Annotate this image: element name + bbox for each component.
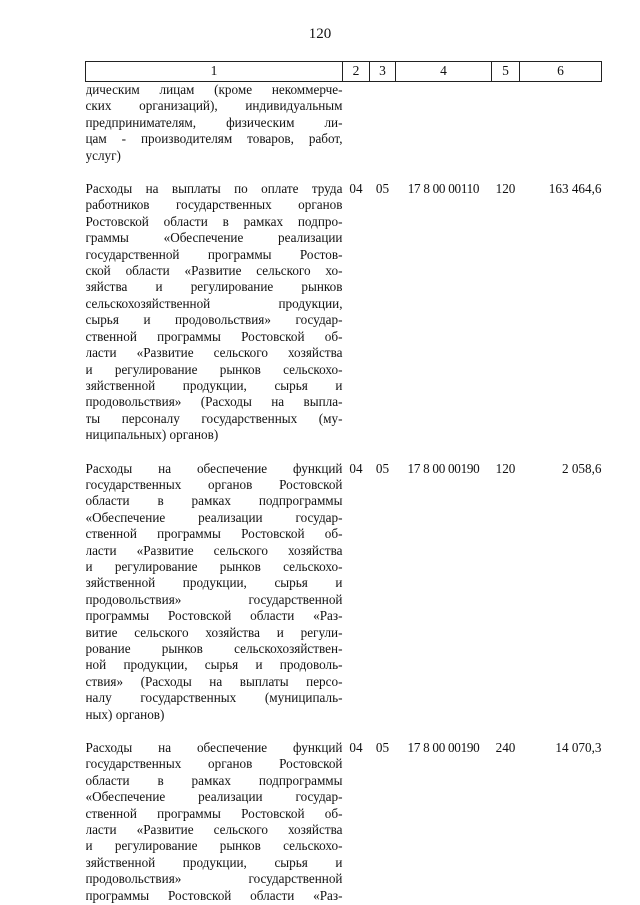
description-line: ласти «Развитие сельского хозяйства xyxy=(85,345,343,361)
description-line: программы Ростовской области «Раз- xyxy=(85,887,343,903)
description-line: предпринимателям, физическим ли- xyxy=(85,114,343,130)
description-line: ниципальных) органов) xyxy=(85,427,219,443)
amount-value: 2 058,6 xyxy=(561,460,602,476)
row-spacer-cell xyxy=(86,723,602,740)
subsection-code: 05 xyxy=(375,460,390,476)
description-line: области в рамках подпрограммы xyxy=(85,493,343,509)
table-row xyxy=(86,740,602,904)
column-header: 3 xyxy=(370,62,396,82)
description-line: ласти «Развитие сельского хозяйства xyxy=(85,542,343,558)
amount-value: 14 070,3 xyxy=(555,740,602,756)
column-header: 6 xyxy=(520,62,602,82)
description-line: ственной программы Ростовской об- xyxy=(85,328,343,344)
section-code: 04 xyxy=(349,181,363,197)
budget-table xyxy=(85,61,602,904)
target-article-code: 17 8 00 00110 xyxy=(407,181,480,197)
amount-value xyxy=(520,82,602,165)
page-number: 120 xyxy=(308,26,332,42)
description-line: витие сельского хозяйства и регули- xyxy=(85,624,343,640)
column-header: 5 xyxy=(492,62,520,82)
description-line: области в рамках подпрограммы xyxy=(85,772,343,788)
target-article-code: 17 8 00 00190 xyxy=(407,740,480,756)
description-line: ных) органов) xyxy=(85,706,165,722)
column-header: 2 xyxy=(343,62,370,82)
row-spacer-cell xyxy=(86,444,602,461)
description-line: дическим лицам (кроме некоммерче- xyxy=(85,82,343,97)
expense-description xyxy=(86,461,343,724)
description-line: зяйства и регулирование рынков xyxy=(85,279,343,295)
description-line: налу государственных (муниципаль- xyxy=(85,690,343,706)
description-line: ственной программы Ростовской об- xyxy=(85,805,343,821)
section-code: 04 xyxy=(349,740,363,756)
subsection-code xyxy=(370,82,396,165)
description-line: зяйственной продукции, сырья и xyxy=(85,575,343,591)
column-header: 4 xyxy=(396,62,492,82)
row-spacer xyxy=(86,164,602,181)
row-spacer xyxy=(86,723,602,740)
description-line: зяйственной продукции, сырья и xyxy=(85,377,343,393)
expense-description xyxy=(86,740,343,904)
description-line: Расходы на обеспечение функций xyxy=(85,460,343,476)
description-line: услуг) xyxy=(85,147,121,163)
description-line: «Обеспечение реализации государ- xyxy=(85,789,343,805)
description-line: ласти «Развитие сельского хозяйства xyxy=(85,822,343,838)
description-line: ственной программы Ростовской об- xyxy=(85,526,343,542)
description-line: государственных органов Ростовской xyxy=(85,756,343,772)
target-article-code: 17 8 00 00190 xyxy=(407,460,480,476)
description-line: продовольствия» (Расходы на выпла- xyxy=(85,394,343,410)
description-line: цам - производителям товаров, работ, xyxy=(85,131,343,147)
section-code xyxy=(343,82,370,165)
expense-description xyxy=(86,82,343,165)
description-line: и регулирование рынков сельскохо- xyxy=(85,558,343,574)
row-spacer xyxy=(86,444,602,461)
description-line: зяйственной продукции, сырья и xyxy=(85,854,343,870)
description-line: государственных органов Ростовской xyxy=(85,476,343,492)
description-line: государственной программы Ростов- xyxy=(85,246,343,262)
description-line: сырья и продовольствия» государ- xyxy=(85,312,343,328)
expense-type-code: 240 xyxy=(495,740,516,756)
description-line: Расходы на выплаты по оплате труда xyxy=(85,181,343,197)
section-code: 04 xyxy=(349,460,363,476)
description-line: работников государственных органов xyxy=(85,197,343,213)
expense-description xyxy=(86,181,343,444)
description-line: ствия» (Расходы на выплаты персо- xyxy=(85,673,343,689)
description-line: продовольствия» государственной xyxy=(85,591,343,607)
row-spacer-cell xyxy=(86,164,602,181)
subsection-code: 05 xyxy=(375,740,390,756)
amount-value: 163 464,6 xyxy=(548,181,602,197)
description-line: граммы «Обеспечение реализации xyxy=(85,230,343,246)
expense-type-code xyxy=(492,82,520,165)
target-article-code xyxy=(396,82,492,165)
description-line: ской области «Развитие сельского хо- xyxy=(85,263,343,279)
description-line: ты персоналу государственных (му- xyxy=(85,410,343,426)
description-line: ских организаций), индивидуальным xyxy=(85,98,343,114)
description-line: рование рынков сельскохозяйствен- xyxy=(85,641,343,656)
description-line: и регулирование рынков сельскохо- xyxy=(85,361,343,377)
description-line: Ростовской области в рамках подпро- xyxy=(85,213,343,229)
description-line: «Обеспечение реализации государ- xyxy=(85,509,343,525)
description-line: сельскохозяйственной продукции, xyxy=(85,295,343,311)
subsection-code: 05 xyxy=(375,181,390,197)
expense-type-code: 120 xyxy=(495,460,516,476)
description-line: продовольствия» государственной xyxy=(85,871,343,887)
column-header: 1 xyxy=(86,62,343,82)
description-line: ной продукции, сырья и продоволь- xyxy=(85,657,343,673)
description-line: программы Ростовской области «Раз- xyxy=(85,608,343,624)
table-row xyxy=(86,82,602,165)
description-line: и регулирование рынков сельскохо- xyxy=(85,838,343,854)
description-line: Расходы на обеспечение функций xyxy=(85,740,343,756)
table-header-row xyxy=(86,62,602,82)
table-row xyxy=(86,461,602,724)
expense-type-code: 120 xyxy=(495,181,516,197)
table-row xyxy=(86,181,602,444)
